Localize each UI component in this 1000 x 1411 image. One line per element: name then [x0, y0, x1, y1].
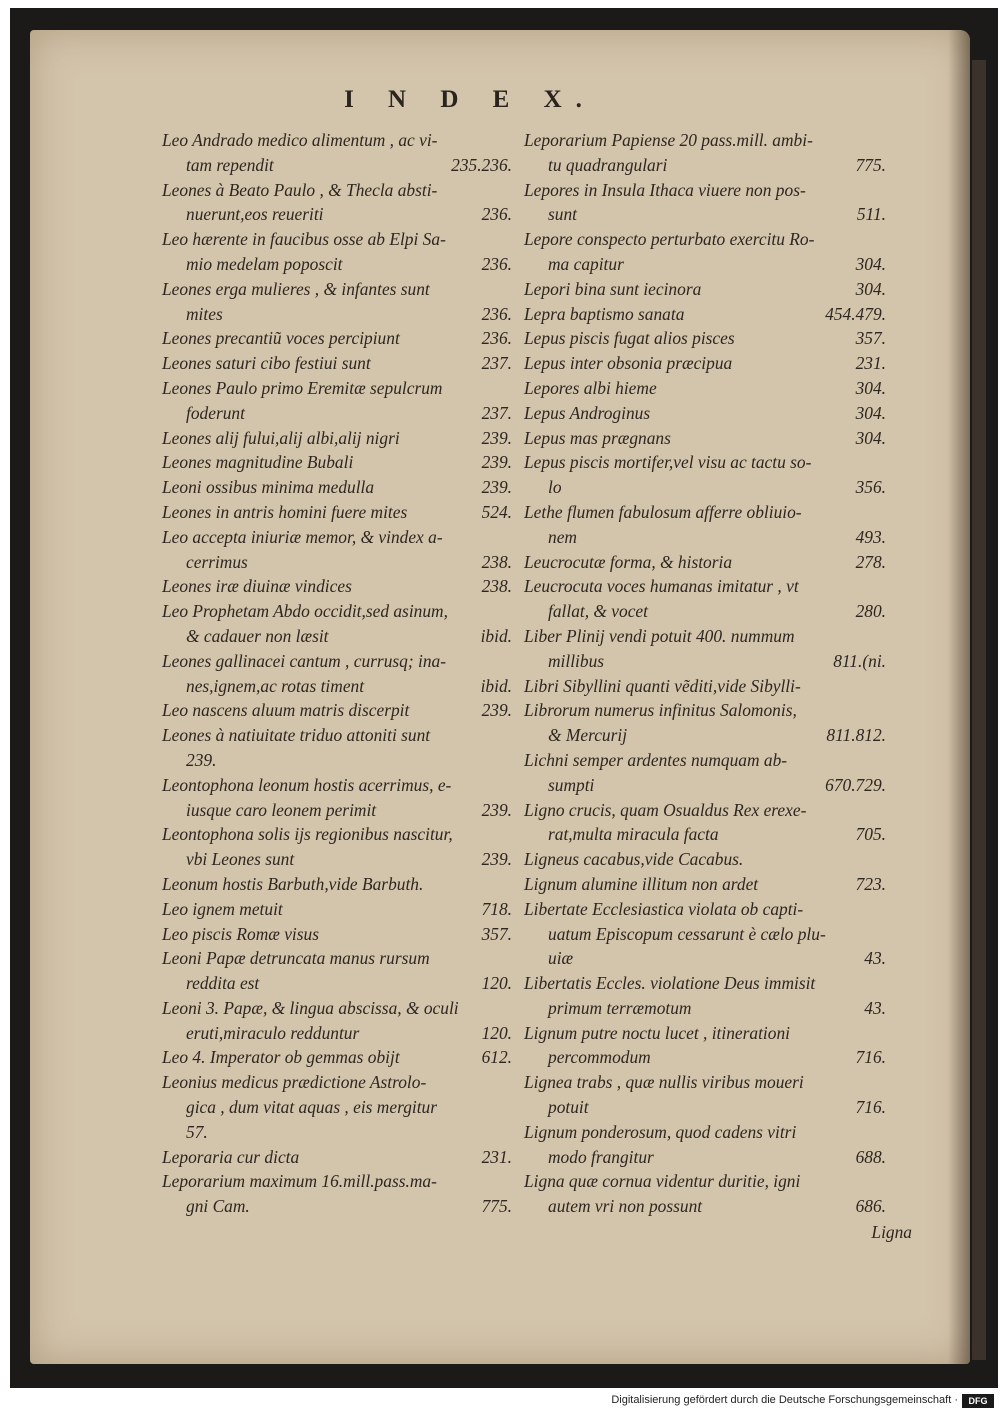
index-entry — [524, 1169, 886, 1219]
page-reference: 120. — [481, 1022, 512, 1043]
index-entry — [162, 277, 512, 327]
entry-text — [162, 525, 512, 550]
entry-line-text: Leontophona solis ijs regionibus nascitur, — [162, 824, 453, 845]
entry-continuation — [162, 971, 512, 996]
page-reference: 304. — [855, 253, 886, 274]
page-reference: 716. — [855, 1047, 886, 1068]
entry-text — [524, 178, 886, 203]
entry-continuation — [524, 996, 886, 1021]
entry-text — [524, 872, 886, 897]
page-reference: 811.(ni. — [833, 650, 886, 671]
page-reference: 231. — [481, 1146, 512, 1167]
page-reference: 357. — [855, 328, 886, 349]
entry-text — [162, 897, 512, 922]
index-entry — [162, 1169, 512, 1219]
entry-text — [524, 1120, 886, 1145]
entry-text — [162, 773, 512, 798]
index-entry — [162, 574, 512, 599]
index-entry — [162, 897, 512, 922]
entry-text — [162, 1045, 512, 1070]
entry-text — [162, 426, 512, 451]
index-entry — [162, 450, 512, 475]
entry-line-text: & cadauer non læsit — [186, 625, 329, 646]
entry-line-text: Leo ignem metuit — [162, 898, 283, 919]
page-reference: 304. — [855, 402, 886, 423]
page-reference: 239. — [481, 799, 512, 820]
entry-text — [524, 128, 886, 153]
entry-text — [524, 500, 886, 525]
entry-continuation — [524, 1194, 886, 1219]
entry-text — [524, 550, 886, 575]
entry-line-text: Leo accepta iniuriæ memor, & vindex a- — [162, 526, 443, 547]
entry-line-text: sumpti — [548, 774, 595, 795]
page-reference: 235.236. — [451, 154, 512, 175]
entry-continuation — [524, 1045, 886, 1070]
entry-text — [162, 1145, 512, 1170]
entry-continuation — [162, 748, 512, 773]
page-reference: ibid. — [480, 675, 512, 696]
entry-text — [524, 574, 886, 599]
index-entry — [162, 1070, 512, 1144]
index-entry — [162, 525, 512, 575]
footer-bar — [0, 1392, 1000, 1411]
index-entry — [524, 178, 886, 228]
page-reference: 236. — [481, 204, 512, 225]
index-entry — [524, 426, 886, 451]
entry-line-text: mites — [186, 303, 223, 324]
index-entry — [524, 1021, 886, 1071]
entry-line-text: gica , dum vitat aquas , eis mergitur — [186, 1097, 438, 1118]
entry-text — [162, 450, 512, 475]
entry-continuation — [524, 475, 886, 500]
page-reference: 120. — [481, 973, 512, 994]
entry-line-text: nuerunt,eos reueriti — [186, 204, 324, 225]
entry-line-text: vbi Leones sunt — [186, 849, 295, 870]
entry-line-text: Leoni ossibus minima medulla — [162, 477, 375, 498]
entry-line-text: Leones Paulo primo Eremitæ sepulcrum — [162, 377, 443, 398]
entry-line-text: Leones in antris homini fuere mites — [162, 501, 408, 522]
entry-text — [524, 674, 886, 699]
entry-line-text: Leporaria cur dicta — [162, 1146, 300, 1167]
entry-line-text: Leones gallinacei cantum , currusq; ina- — [162, 650, 447, 671]
entry-line-text: uatum Episcopum cessarunt è cælo plu- — [548, 923, 826, 944]
entry-text — [162, 475, 512, 500]
entry-text — [162, 277, 512, 302]
entry-continuation — [524, 1145, 886, 1170]
index-entry — [524, 1120, 886, 1170]
index-entry — [162, 922, 512, 947]
index-entry — [524, 401, 886, 426]
entry-text — [162, 649, 512, 674]
entry-line-text: Leones erga mulieres , & infantes sunt — [162, 278, 430, 299]
entry-text — [524, 426, 886, 451]
index-entry — [524, 500, 886, 550]
entry-text — [162, 326, 512, 351]
entry-continuation — [162, 252, 512, 277]
entry-line-text: Leonius medicus prædictione Astrolo- — [162, 1072, 427, 1093]
entry-line-text: Lignum alumine illitum non ardet — [524, 873, 759, 894]
entry-text — [524, 376, 886, 401]
index-entry — [524, 326, 886, 351]
page-reference: 237. — [481, 353, 512, 374]
index-entry — [162, 178, 512, 228]
entry-continuation — [524, 599, 886, 624]
entry-text — [524, 624, 886, 649]
entry-text — [162, 822, 512, 847]
entry-text — [162, 500, 512, 525]
entry-text — [524, 326, 886, 351]
index-entry — [524, 450, 886, 500]
entry-line-text: Lepus piscis fugat alios pisces — [524, 328, 735, 349]
entry-line-text: fallat, & vocet — [548, 601, 648, 622]
entry-text — [524, 277, 886, 302]
page-reference: 43. — [864, 948, 886, 969]
entry-continuation — [524, 153, 886, 178]
entry-line-text: Leones alij fului,alij albi,alij nigri — [162, 427, 400, 448]
entry-text — [524, 897, 886, 922]
page-gutter-shadow — [948, 30, 970, 1364]
index-entry — [162, 649, 512, 699]
page-reference: ibid. — [480, 625, 512, 646]
entry-line-text: Lepus inter obsonia præcipua — [524, 353, 733, 374]
entry-continuation — [524, 1095, 886, 1120]
page-reference: 811.812. — [826, 725, 886, 746]
entry-line-text: gni Cam. — [186, 1196, 250, 1217]
entry-line-text: Leo 4. Imperator ob gemmas obijt — [162, 1047, 400, 1068]
entry-line-text: Leucrocutæ forma, & historia — [524, 551, 733, 572]
entry-text — [524, 971, 886, 996]
index-entry — [524, 351, 886, 376]
page-reference: 775. — [481, 1196, 512, 1217]
entry-line-text: sunt — [548, 204, 577, 225]
entry-text — [162, 1169, 512, 1194]
page-reference: 238. — [481, 551, 512, 572]
entry-text — [524, 450, 886, 475]
page-reference: 43. — [864, 997, 886, 1018]
entry-text — [524, 1070, 886, 1095]
entry-continuation — [162, 1095, 512, 1120]
page-reference: 239. — [481, 477, 512, 498]
entry-text — [524, 847, 886, 872]
index-entry — [162, 872, 512, 897]
index-entry — [524, 971, 886, 1021]
index-entry — [162, 1045, 512, 1070]
entry-text — [524, 1021, 886, 1046]
footer-credit: Digitalisierung gefördert durch die Deutsche Forschungsgemeinschaft · — [611, 1394, 958, 1406]
entry-line-text: Leucrocuta voces humanas imitatur , vt — [524, 576, 799, 597]
entry-line-text: Lepore conspecto perturbato exercitu Ro- — [524, 229, 815, 250]
entry-text — [162, 376, 512, 401]
entry-line-text: cerrimus — [186, 551, 248, 572]
entry-line-text: Lepra baptismo sanata — [524, 303, 685, 324]
entry-text — [162, 922, 512, 947]
entry-line-text: Liber Plinij vendi potuit 400. nummum — [524, 625, 795, 646]
entry-line-text: millibus — [548, 650, 605, 671]
entry-line-text: Lepus piscis mortifer,vel visu ac tactu so- — [524, 452, 812, 473]
index-entry — [162, 996, 512, 1046]
page-reference: 723. — [855, 873, 886, 894]
entry-continuation — [524, 525, 886, 550]
index-column-left — [162, 128, 512, 1219]
entry-line-text: uiæ — [548, 948, 574, 969]
entry-continuation — [162, 674, 512, 699]
index-entry — [524, 302, 886, 327]
entry-line-text: Libertatis Eccles. violatione Deus immisit — [524, 973, 816, 994]
index-entry — [162, 723, 512, 773]
entry-line-text: Leones iræ diuinæ vindices — [162, 576, 352, 597]
entry-line-text: potuit — [548, 1097, 589, 1118]
page-reference: 716. — [855, 1097, 886, 1118]
index-entry — [524, 698, 886, 748]
catchword: Ligna — [871, 1222, 912, 1242]
index-entry — [524, 624, 886, 674]
entry-continuation — [162, 401, 512, 426]
entry-line-text: Leontophona leonum hostis acerrimus, e- — [162, 774, 452, 795]
entry-line-text: Leo Prophetam Abdo occidit,sed asinum, — [162, 601, 448, 622]
entry-continuation — [162, 1120, 512, 1145]
entry-line-text: nes,ignem,ac rotas timent — [186, 675, 365, 696]
entry-line-text: ma capitur — [548, 253, 624, 274]
entry-line-text: Leones precantiũ voces percipiunt — [162, 328, 400, 349]
entry-continuation — [162, 798, 512, 823]
page-reference: 670.729. — [825, 774, 886, 795]
entry-line-text: Leo piscis Romæ visus — [162, 923, 319, 944]
entry-continuation — [162, 202, 512, 227]
page-reference: 304. — [855, 278, 886, 299]
entry-continuation — [162, 624, 512, 649]
index-entry — [162, 376, 512, 426]
index-entry — [162, 822, 512, 872]
entry-line-text: tam rependit — [186, 154, 274, 175]
index-entry — [524, 550, 886, 575]
page-reference: 239. — [481, 427, 512, 448]
entry-line-text: modo frangitur — [548, 1146, 654, 1167]
entry-line-text: foderunt — [186, 402, 245, 423]
entry-text — [162, 227, 512, 252]
entry-text — [162, 946, 512, 971]
entry-line-text: 239. — [186, 749, 217, 770]
page-reference: 278. — [855, 551, 886, 572]
entry-text — [162, 128, 512, 153]
entry-line-text: Libri Sibyllini quanti vẽditi,vide Sibylli- — [524, 675, 801, 696]
entry-continuation — [524, 946, 886, 971]
entry-text — [162, 599, 512, 624]
entry-line-text: nem — [548, 526, 577, 547]
entry-text — [162, 872, 512, 897]
entry-continuation — [162, 847, 512, 872]
index-entry — [162, 426, 512, 451]
index-entry — [162, 773, 512, 823]
entry-line-text: mio medelam poposcit — [186, 253, 343, 274]
entry-text — [162, 178, 512, 203]
entry-line-text: Leporarium Papiense 20 pass.mill. ambi- — [524, 130, 813, 150]
index-entry — [524, 277, 886, 302]
index-entry — [524, 847, 886, 872]
index-entry — [524, 574, 886, 624]
page-reference: 231. — [855, 353, 886, 374]
page-reference: 304. — [855, 427, 886, 448]
entry-line-text: Librorum numerus infinitus Salomonis, — [524, 700, 797, 721]
entry-text — [162, 996, 512, 1021]
entry-text — [524, 227, 886, 252]
index-entry — [524, 872, 886, 897]
book-edge — [972, 60, 986, 1360]
entry-continuation — [162, 153, 512, 178]
page-reference: 236. — [481, 303, 512, 324]
entry-continuation — [524, 922, 886, 947]
index-entry — [524, 227, 886, 277]
index-entry — [524, 1070, 886, 1120]
entry-line-text: Leones à natiuitate triduo attoniti sunt — [162, 725, 431, 746]
page-reference: 239. — [481, 849, 512, 870]
page-reference: 356. — [855, 477, 886, 498]
entry-line-text: Ligneus cacabus,vide Cacabus. — [524, 849, 744, 870]
entry-line-text: percommodum — [548, 1047, 651, 1068]
entry-continuation — [524, 773, 886, 798]
entry-line-text: eruti,miraculo redduntur — [186, 1022, 360, 1043]
entry-line-text: Lichni semper ardentes numquam ab- — [524, 749, 788, 770]
entry-continuation — [524, 649, 886, 674]
entry-text — [524, 1169, 886, 1194]
entry-text — [524, 748, 886, 773]
page-reference: 357. — [481, 923, 512, 944]
index-entry — [524, 798, 886, 848]
entry-continuation — [524, 252, 886, 277]
entry-text — [162, 1070, 512, 1095]
page-reference: 304. — [855, 377, 886, 398]
entry-text — [162, 351, 512, 376]
page-header: I N D E X. — [344, 86, 596, 113]
entry-text — [524, 698, 886, 723]
entry-line-text: Lignum ponderosum, quod cadens vitri — [524, 1121, 797, 1142]
page-reference: 718. — [481, 898, 512, 919]
page-reference: 686. — [855, 1196, 886, 1217]
entry-line-text: Leo hærente in faucibus osse ab Elpi Sa- — [162, 229, 446, 250]
index-entry — [524, 128, 886, 178]
index-entry — [162, 946, 512, 996]
page-reference: 775. — [855, 154, 886, 175]
entry-line-text: Lepus mas prægnans — [524, 427, 671, 448]
entry-line-text: Leporarium maximum 16.mill.pass.ma- — [162, 1171, 437, 1192]
index-entry — [524, 674, 886, 699]
index-entry — [162, 500, 512, 525]
entry-line-text: Leones saturi cibo festiui sunt — [162, 353, 371, 374]
entry-text — [524, 401, 886, 426]
page-reference: 236. — [481, 253, 512, 274]
entry-text — [162, 574, 512, 599]
page-reference: 239. — [481, 700, 512, 721]
entry-line-text: Lepores albi hieme — [524, 377, 657, 398]
entry-line-text: Ligna quæ cornua videntur duritie, igni — [524, 1171, 801, 1192]
entry-continuation — [524, 723, 886, 748]
page-reference: 454.479. — [825, 303, 886, 324]
index-entry — [162, 599, 512, 649]
page-reference: 612. — [481, 1047, 512, 1068]
index-entry — [162, 698, 512, 723]
entry-line-text: autem vri non possunt — [548, 1196, 703, 1217]
entry-continuation — [524, 202, 886, 227]
entry-line-text: tu quadrangulari — [548, 154, 668, 175]
entry-line-text: Lepus Androginus — [524, 402, 651, 423]
entry-line-text: & Mercurij — [548, 725, 628, 746]
index-entry — [162, 351, 512, 376]
index-entry — [524, 748, 886, 798]
index-entry — [162, 1145, 512, 1170]
entry-line-text: Leo Andrado medico alimentum , ac vi- — [162, 130, 438, 150]
entry-line-text: Ligno crucis, quam Osualdus Rex erexe- — [524, 799, 807, 820]
entry-text — [524, 351, 886, 376]
entry-line-text: Leones à Beato Paulo , & Thecla absti- — [162, 179, 438, 200]
index-entry — [524, 897, 886, 971]
entry-continuation — [162, 302, 512, 327]
entry-continuation — [524, 822, 886, 847]
entry-line-text: Lepores in Insula Ithaca viuere non pos- — [524, 179, 806, 200]
entry-text — [162, 698, 512, 723]
index-entry — [524, 376, 886, 401]
page-reference: 239. — [481, 452, 512, 473]
page-reference: 705. — [855, 824, 886, 845]
page-reference: 237. — [481, 402, 512, 423]
page-reference: 524. — [481, 501, 512, 522]
page-reference: 280. — [855, 601, 886, 622]
entry-text — [162, 723, 512, 748]
entry-line-text: Lepori bina sunt iecinora — [524, 278, 702, 299]
entry-line-text: iusque caro leonem perimit — [186, 799, 377, 820]
entry-text — [524, 798, 886, 823]
entry-line-text: Lignum putre noctu lucet , itinerationi — [524, 1022, 790, 1043]
page-reference: 493. — [855, 526, 886, 547]
entry-continuation — [162, 550, 512, 575]
entry-line-text: Leo nascens aluum matris discerpit — [162, 700, 410, 721]
entry-line-text: Leones magnitudine Bubali — [162, 452, 354, 473]
index-entry — [162, 227, 512, 277]
entry-line-text: Leoni Papæ detruncata manus rursum — [162, 948, 430, 969]
page-reference: 511. — [856, 204, 886, 225]
page-reference: 236. — [481, 328, 512, 349]
index-column-right — [524, 128, 886, 1219]
index-entry — [162, 475, 512, 500]
entry-line-text: Leonum hostis Barbuth,vide Barbuth. — [162, 873, 424, 894]
entry-line-text: Lethe flumen fabulosum afferre obliuio- — [524, 501, 802, 522]
entry-continuation — [162, 1021, 512, 1046]
page-reference: 688. — [855, 1146, 886, 1167]
entry-text — [524, 302, 886, 327]
entry-line-text: primum terræmotum — [548, 997, 692, 1018]
entry-line-text: reddita est — [186, 973, 260, 994]
entry-line-text: Lignea trabs , quæ nullis viribus moueri — [524, 1072, 804, 1093]
index-entry — [162, 128, 512, 178]
index-entry — [162, 326, 512, 351]
entry-line-text: 57. — [186, 1121, 208, 1142]
page-reference: 238. — [481, 576, 512, 597]
entry-line-text: rat,multa miracula facta — [548, 824, 719, 845]
entry-line-text: lo — [548, 477, 562, 498]
entry-line-text: Libertate Ecclesiastica violata ob capti- — [524, 898, 804, 919]
entry-line-text: Leoni 3. Papæ, & lingua abscissa, & oculi — [162, 997, 459, 1018]
entry-continuation — [162, 1194, 512, 1219]
dfg-logo: DFG — [962, 1394, 994, 1408]
